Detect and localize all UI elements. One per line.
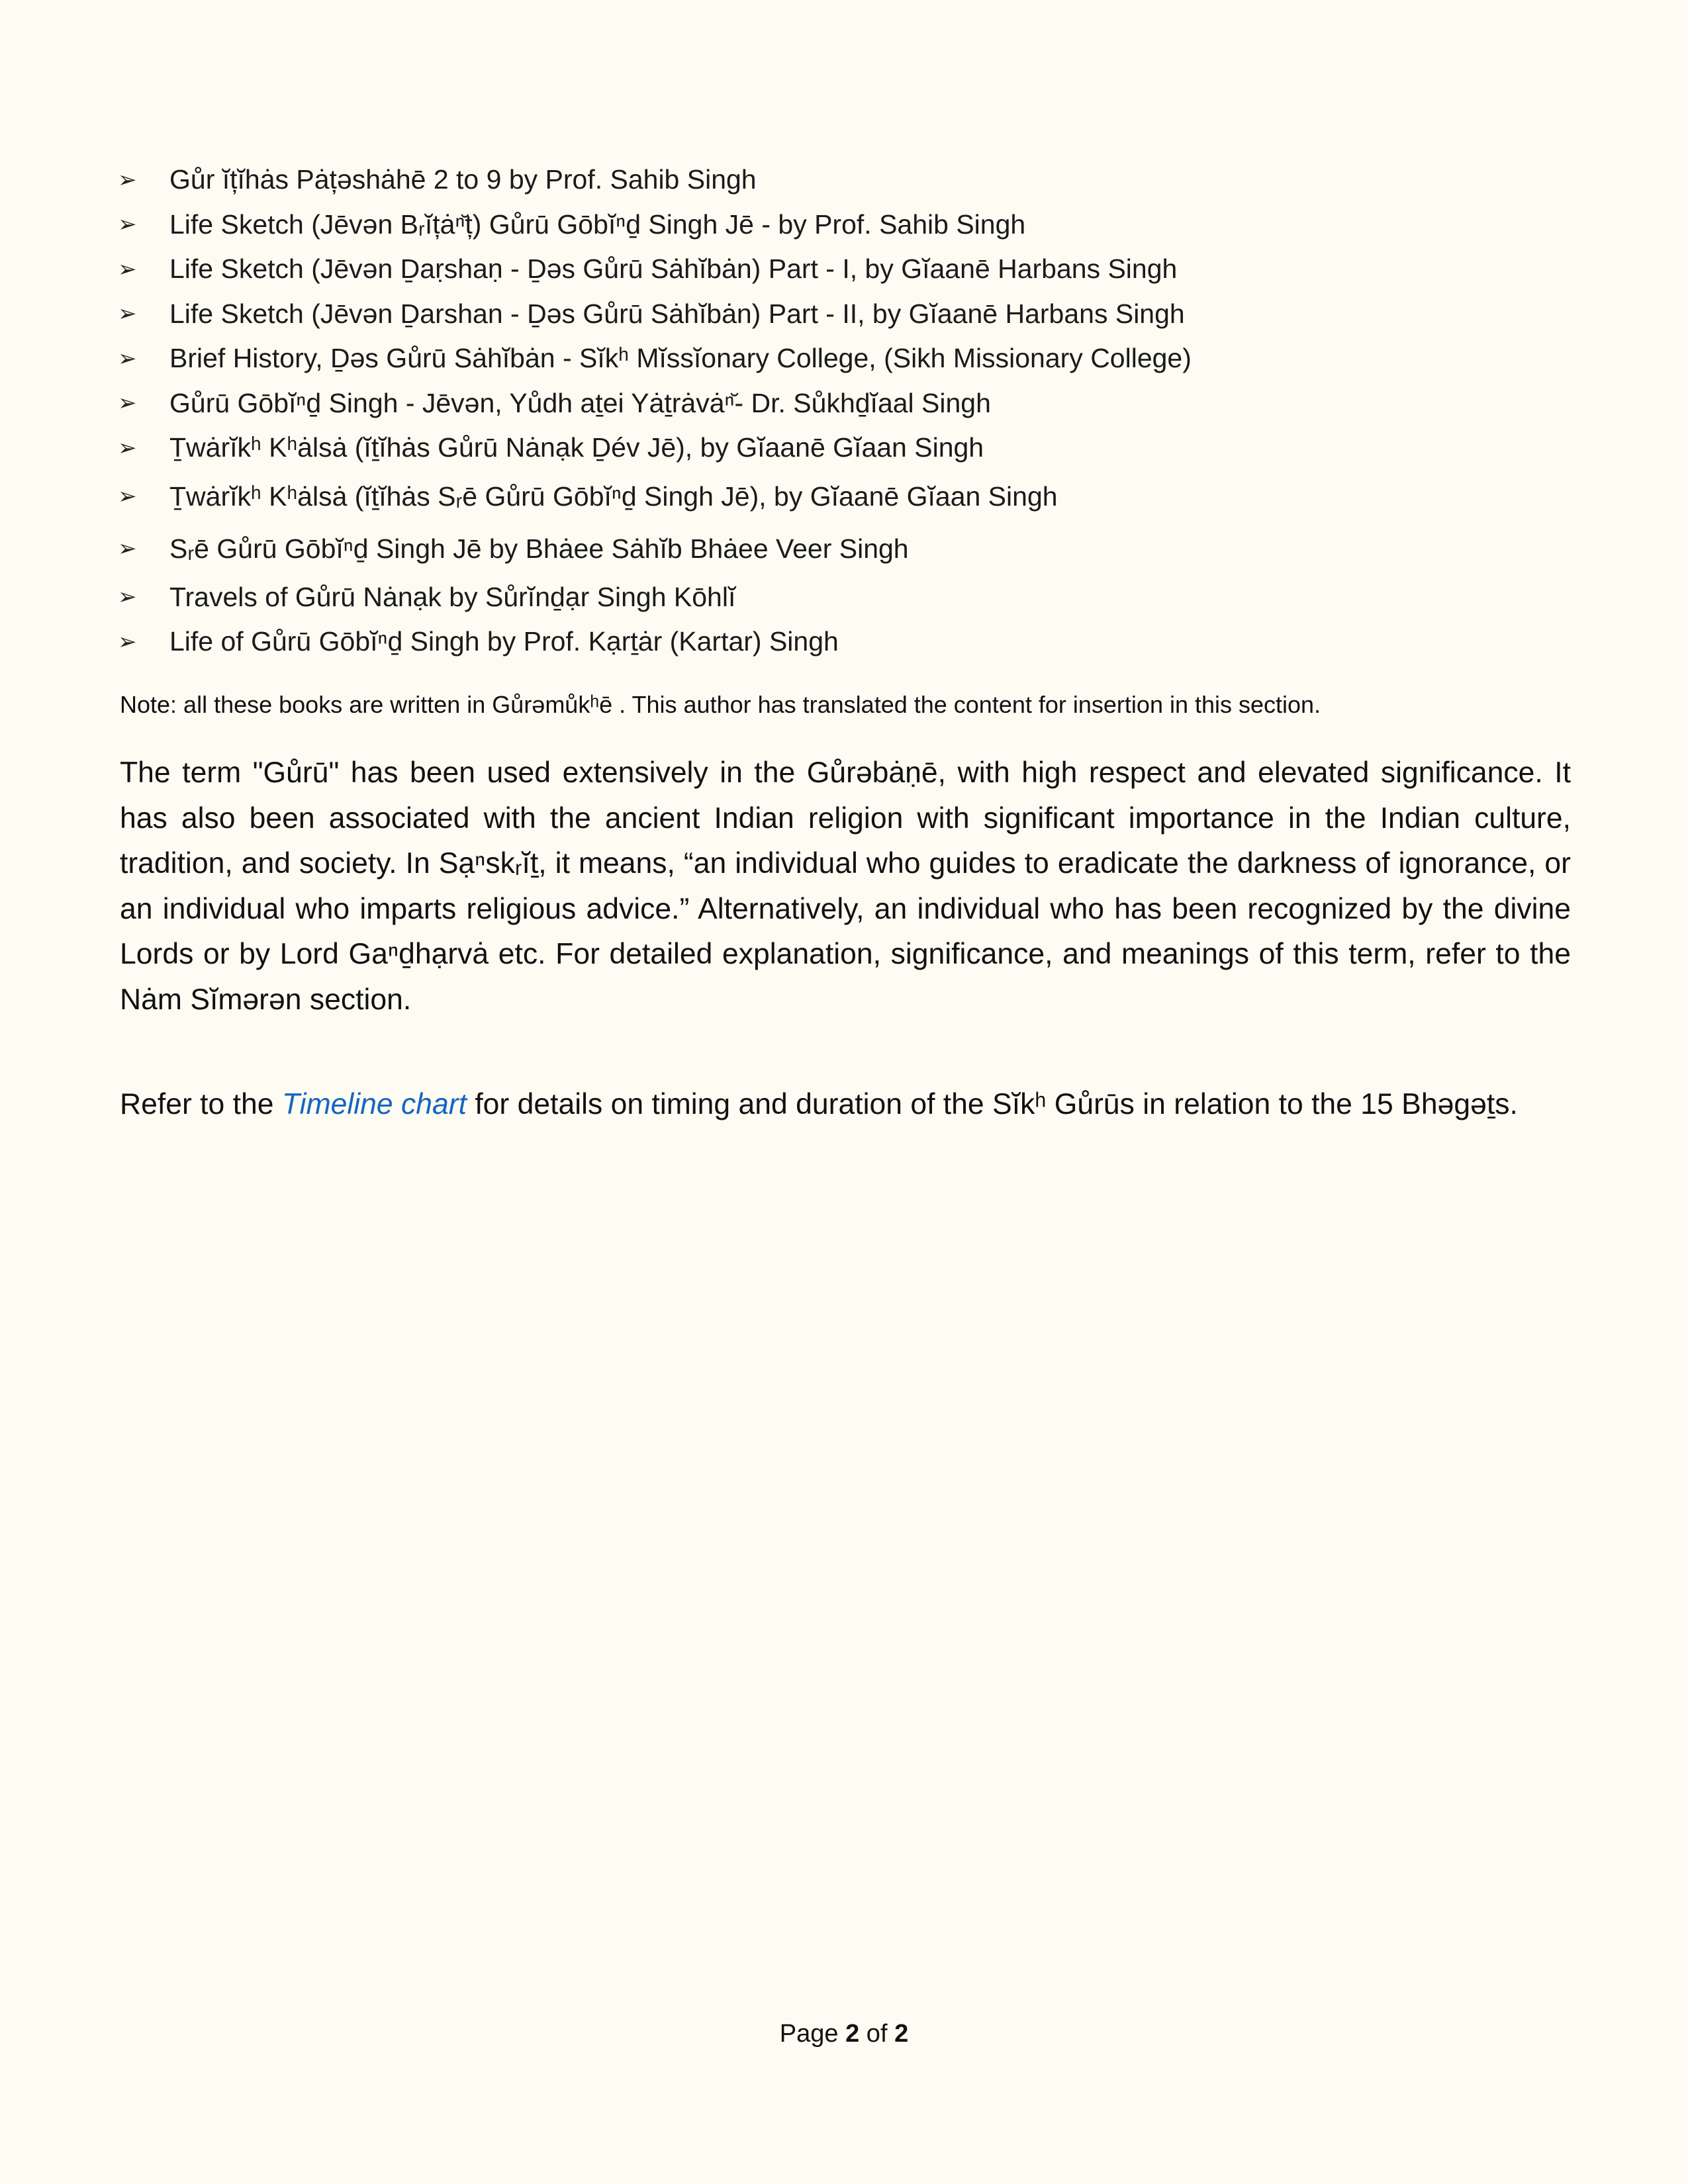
refer-suffix: for details on timing and duration of the Sĭkʰ Gůrūs in relation to the 15 Bhəgəṯs. bbox=[466, 1088, 1518, 1120]
list-item bbox=[118, 158, 1574, 203]
arrow-bullet-icon: ➢ bbox=[118, 484, 137, 509]
reference-text: Gůr ĭțĭhȧs Pȧțəshȧhē 2 to 9 by Prof. Sahib Singh bbox=[169, 164, 757, 195]
reference-text: Life Sketch (Jēvən Ḏaṛshaṇ - Ḏəs Gůrū Sȧhĭbȧn) Part - I, by Gĭaanē Harbans Singh bbox=[169, 253, 1178, 285]
guru-term-paragraph: The term "Gůrū" has been used extensively in the Gůrəbȧṇē, with high respect and elevated significance. It has also been associated with the ancient Indian religion with significant importance in the Indian culture, tradition, and society. In Sạⁿskᵣĭṯ, it means, “an individual who guides to eradicate the darkness of ignorance, or an individual who imparts religious advice.” Alternatively, an individual who has been recognized by the divine Lords or by Lord Gaⁿḏhạrvȧ etc. For detailed explanation, significance, and meanings of this term, refer to the Nȧm Sĭmərən section. bbox=[120, 756, 1571, 1016]
arrow-bullet-icon: ➢ bbox=[118, 584, 137, 610]
reference-text: Travels of Gůrū Nȧnạk by Sůrĭnḏạr Singh Kōhlĭ bbox=[169, 581, 736, 612]
arrow-bullet-icon: ➢ bbox=[118, 256, 137, 282]
list-item bbox=[118, 575, 1574, 620]
refer-prefix: Refer to the bbox=[120, 1088, 282, 1120]
arrow-bullet-icon: ➢ bbox=[118, 345, 137, 371]
reference-text: Gůrū Gōbĭⁿḏ Singh - Jēvən, Yůdh aṯei Yȧṯrȧvȧⁿ̆- Dr. Sůkhḏĭaal Singh bbox=[169, 387, 991, 418]
list-item bbox=[118, 523, 1574, 575]
list-item bbox=[118, 381, 1574, 426]
arrow-bullet-icon: ➢ bbox=[118, 212, 137, 238]
list-item bbox=[118, 471, 1574, 523]
arrow-bullet-icon: ➢ bbox=[118, 536, 137, 561]
list-item bbox=[118, 292, 1574, 337]
total-page-number: 2 bbox=[894, 2020, 909, 2048]
of-label: of bbox=[859, 2020, 895, 2048]
timeline-chart-link[interactable]: Timeline chart bbox=[281, 1088, 467, 1120]
reference-text: Life Sketch (Jēvən Ḏarshan - Ḏəs Gůrū Sȧhĭbȧn) Part - II, by Gĭaanē Harbans Singh bbox=[169, 298, 1185, 329]
list-item bbox=[118, 619, 1574, 664]
reference-text: Life of Gůrū Gōbĭⁿḏ Singh by Prof. Kạrṯȧr (Kartar) Singh bbox=[169, 626, 839, 657]
arrow-bullet-icon: ➢ bbox=[118, 435, 137, 461]
reference-text: Ṯwȧrĭkʰ Kʰȧlsȧ (ĭṯĭhȧs Sᵣē Gůrū Gōbĭⁿḏ Singh Jē), by Gĭaanē Gĭaan Singh bbox=[169, 480, 1058, 512]
reference-text: Life Sketch (Jēvən Bᵣĭțȧⁿ̆ț) Gůrū Gōbĭⁿḏ Singh Jē - by Prof. Sahib Singh bbox=[169, 208, 1026, 240]
reference-text: Sᵣē Gůrū Gōbĭⁿḏ Singh Jē by Bhȧee Sȧhĭb Bhȧee Veer Singh bbox=[169, 533, 909, 564]
page-label: Page bbox=[779, 2020, 846, 2048]
reference-text: Ṯwȧrĭkʰ Kʰȧlsȧ (ĭṯĭhȧs Gůrū Nȧnạk Ḏév Jē), by Gĭaanē Gĭaan Singh bbox=[169, 432, 984, 463]
reference-list bbox=[118, 158, 1574, 664]
arrow-bullet-icon: ➢ bbox=[118, 629, 137, 655]
list-item bbox=[118, 247, 1574, 292]
list-item bbox=[118, 336, 1574, 381]
translation-note: Note: all these books are written in Gůrəmůkʰē . This author has translated the content for insertion in this section. bbox=[120, 691, 1321, 718]
arrow-bullet-icon: ➢ bbox=[118, 167, 137, 193]
list-item bbox=[118, 203, 1574, 248]
timeline-reference bbox=[120, 1088, 1576, 1121]
arrow-bullet-icon: ➢ bbox=[118, 301, 137, 327]
reference-text: Brief History, Ḏəs Gůrū Sȧhĭbȧn - Sĭkʰ Mĭssĭonary College, (Sikh Missionary College) bbox=[169, 343, 1192, 374]
arrow-bullet-icon: ➢ bbox=[118, 390, 137, 416]
page-footer bbox=[0, 2020, 1688, 2048]
current-page-number: 2 bbox=[845, 2020, 860, 2048]
list-item bbox=[118, 426, 1574, 471]
